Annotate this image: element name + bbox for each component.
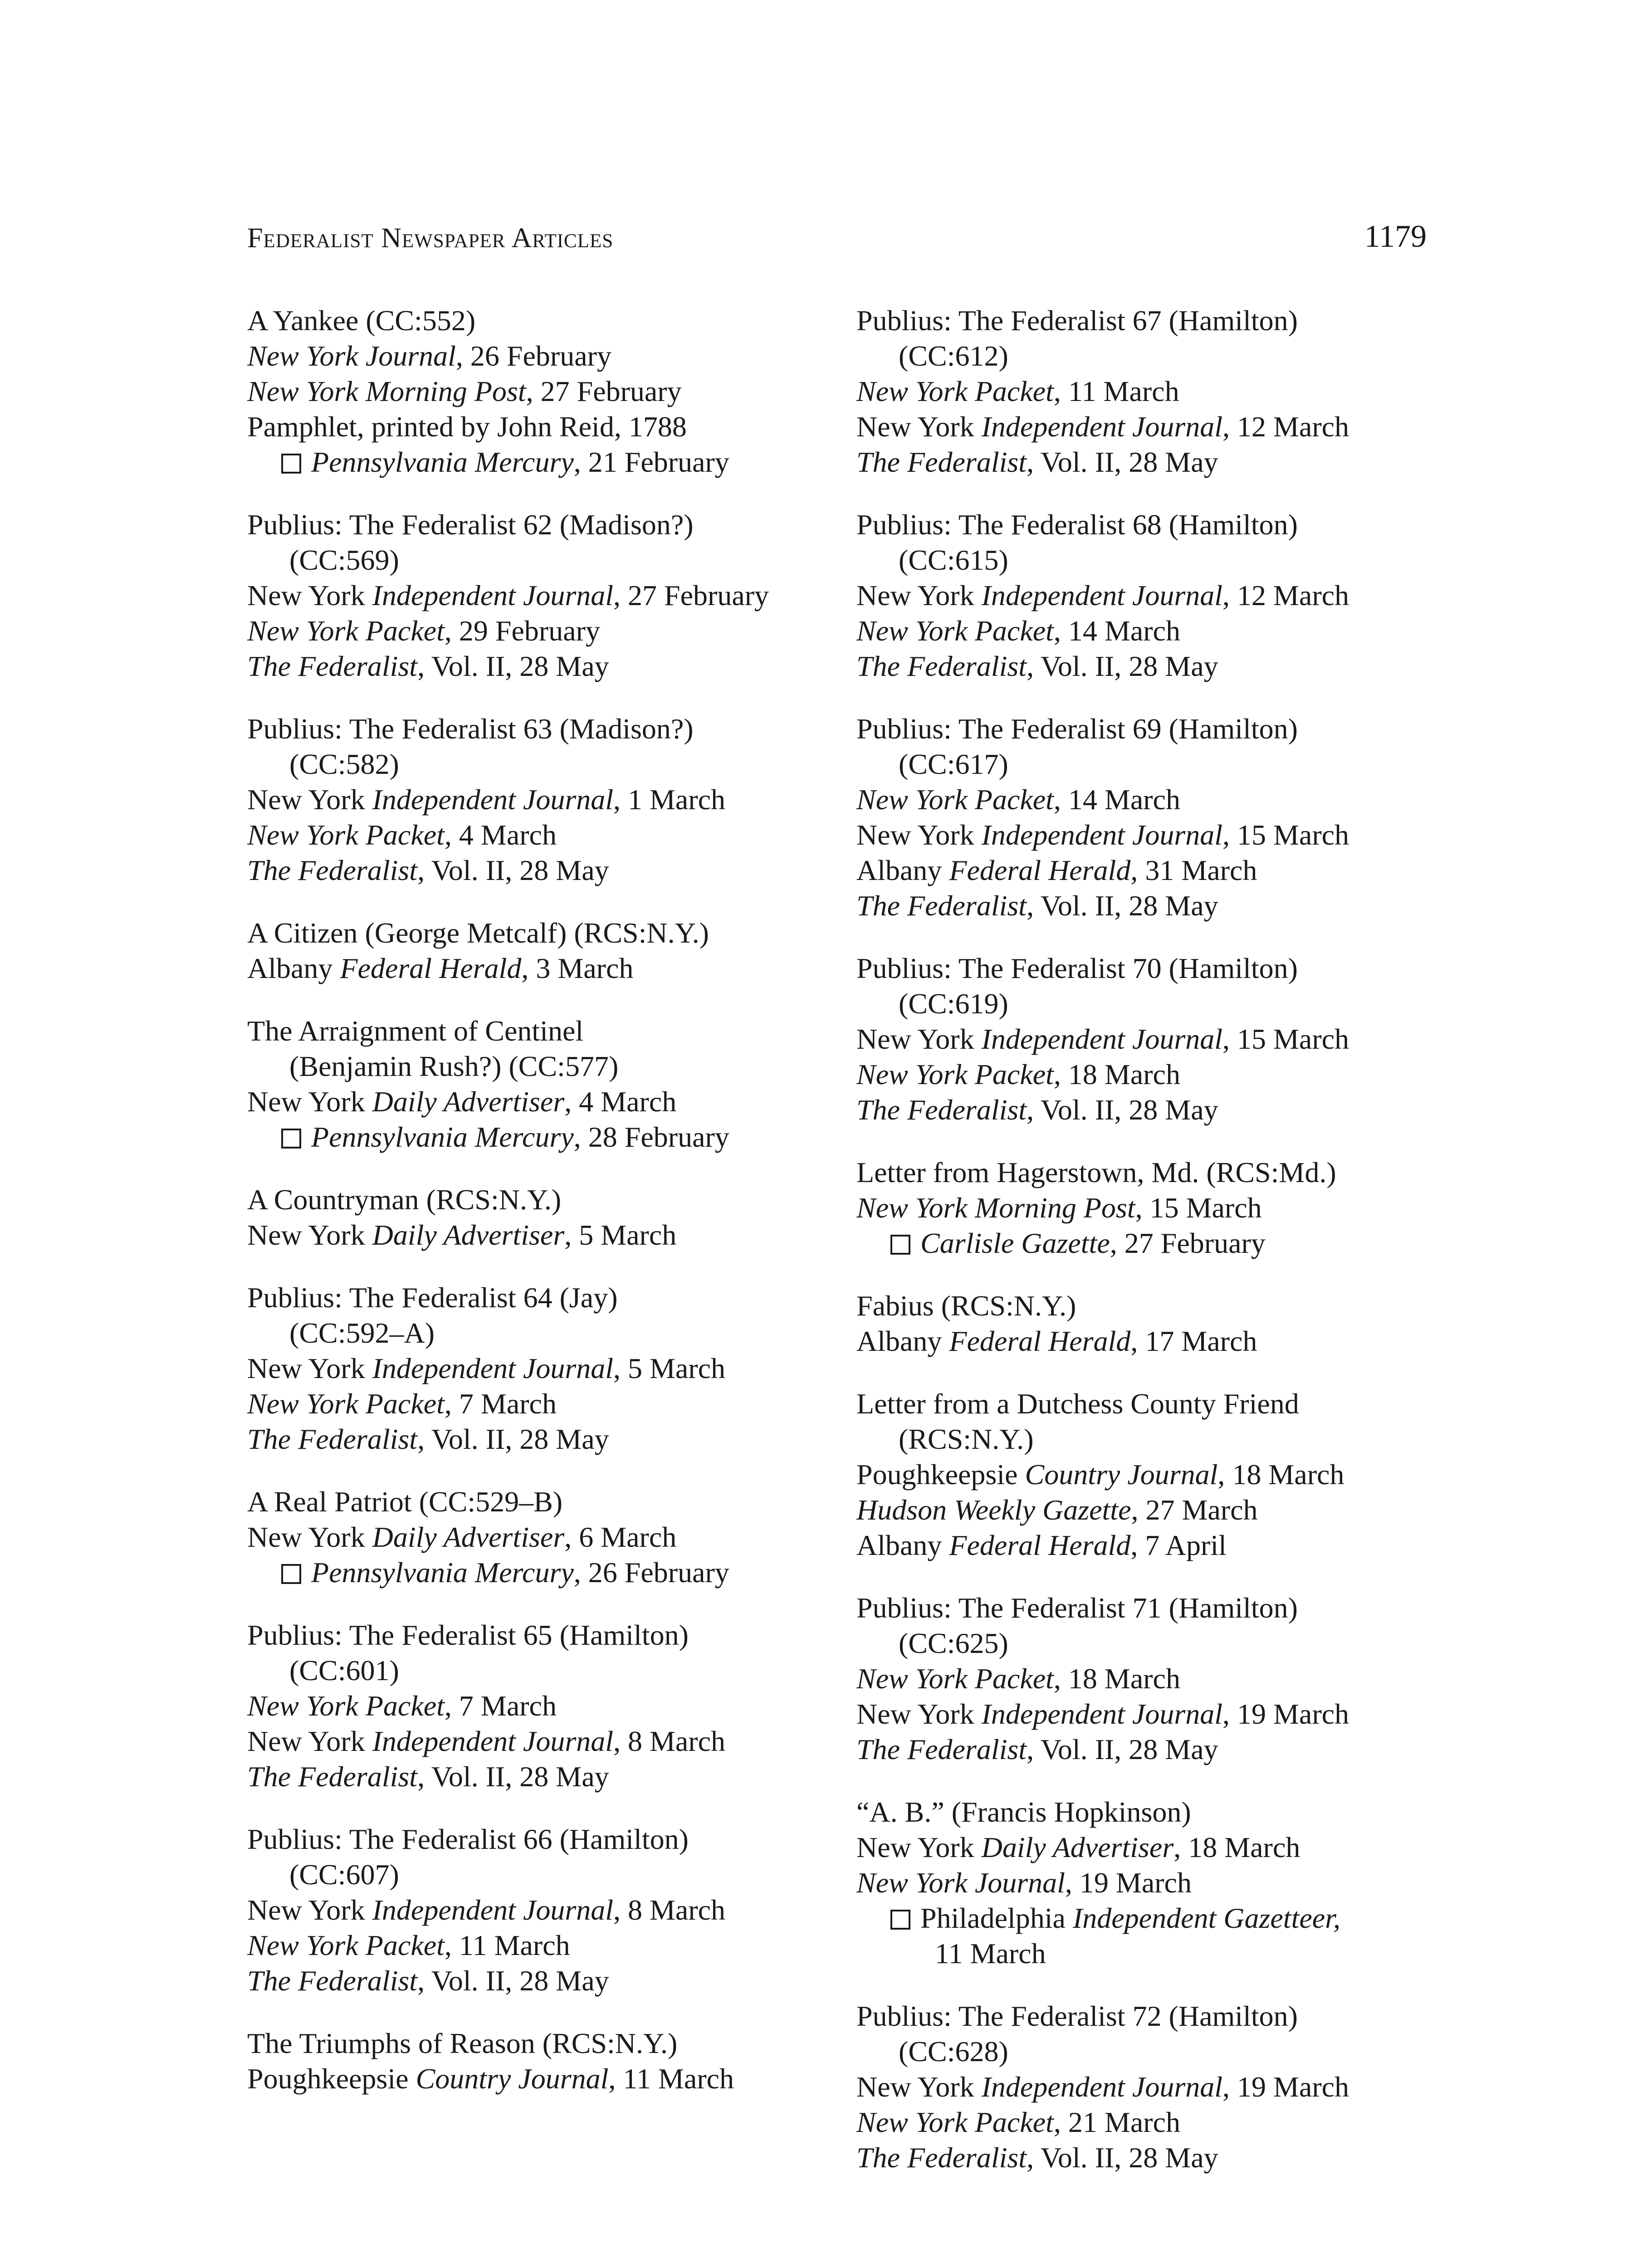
publication-title: New York Packet xyxy=(856,1662,1054,1695)
place-name: Albany xyxy=(856,1325,949,1357)
entry-heading: Publius: The Federalist 71 (Hamilton) xyxy=(856,1592,1298,1624)
publication-title: The Federalist xyxy=(247,854,418,886)
publication-date: , 14 March xyxy=(1053,615,1180,647)
publication-title: New York Packet xyxy=(247,1388,445,1420)
entry-heading: Publius: The Federalist 63 (Madison?) xyxy=(247,713,694,745)
reprint-box-icon xyxy=(281,454,301,474)
publication-title: New York Morning Post xyxy=(247,375,526,407)
publication-date: , 27 March xyxy=(1131,1494,1258,1526)
publication-date: , 21 March xyxy=(1053,2106,1180,2138)
publication-line xyxy=(247,1759,837,1794)
publication-line xyxy=(856,1696,1446,1732)
publication-title: The Federalist xyxy=(247,1423,418,1455)
publication-date: , Vol. II, 28 May xyxy=(417,1423,609,1455)
publication-line xyxy=(247,951,837,986)
publication-title: Independent Journal xyxy=(981,1698,1222,1730)
publication-line xyxy=(856,853,1446,888)
publication-date: , 12 March xyxy=(1222,411,1349,443)
publication-title: New York Packet xyxy=(856,1058,1054,1090)
publication-title: Independent Journal xyxy=(981,2071,1222,2103)
entry-heading: (CC:612) xyxy=(899,340,1008,372)
publication-line xyxy=(856,409,1446,445)
publication-date: , 18 March xyxy=(1173,1831,1301,1863)
entry xyxy=(856,303,1446,480)
publication-line xyxy=(247,1688,837,1724)
place-name: New York xyxy=(856,1698,982,1730)
publication-title: New York Packet xyxy=(856,615,1054,647)
publication-title: Independent Journal xyxy=(372,1725,613,1757)
publication-date: , 15 March xyxy=(1222,1023,1349,1055)
entry-heading: Publius: The Federalist 72 (Hamilton) xyxy=(856,2000,1298,2032)
publication-title: New York Packet xyxy=(856,783,1054,816)
entry-heading: A Yankee (CC:552) xyxy=(247,304,476,337)
entry xyxy=(856,1288,1446,1359)
place-name: New York xyxy=(247,1725,372,1757)
entry-heading: (CC:615) xyxy=(899,544,1008,576)
publication-date: , 27 February xyxy=(1110,1227,1266,1259)
place-name: New York xyxy=(247,1894,372,1926)
publication-line xyxy=(856,817,1446,853)
publication-line xyxy=(247,1351,837,1386)
publication-title: Country Journal xyxy=(416,2063,609,2095)
publication-title: Independent Journal xyxy=(981,411,1222,443)
entry xyxy=(247,507,837,684)
entry xyxy=(247,1484,837,1590)
publication-date: , Vol. II, 28 May xyxy=(417,1760,609,1793)
publication-line xyxy=(856,1324,1446,1359)
publication-line xyxy=(247,338,837,374)
entry-heading: Publius: The Federalist 62 (Madison?) xyxy=(247,508,694,541)
publication-date: , Vol. II, 28 May xyxy=(1027,650,1218,682)
entry-heading: Letter from Hagerstown, Md. (RCS:Md.) xyxy=(856,1156,1336,1188)
publication-date: , 29 February xyxy=(444,615,600,647)
entry-heading: (CC:625) xyxy=(899,1627,1008,1659)
publication-date: , 27 February xyxy=(526,375,682,407)
publication-line xyxy=(856,782,1446,817)
publication-date: , 21 February xyxy=(573,446,729,478)
place-name: New York xyxy=(247,783,372,816)
publication-line xyxy=(856,2105,1446,2140)
publication-date: , 19 March xyxy=(1222,1698,1349,1730)
entry xyxy=(247,303,837,480)
place-name: New York xyxy=(247,1521,372,1553)
entry xyxy=(247,1182,837,1253)
publication-line xyxy=(856,888,1446,924)
entry-heading: The Triumphs of Reason (RCS:N.Y.) xyxy=(247,2027,678,2059)
entry-heading: Publius: The Federalist 67 (Hamilton) xyxy=(856,304,1298,337)
publication-line xyxy=(856,2140,1446,2175)
publication-line xyxy=(247,1386,837,1422)
publication-line xyxy=(856,649,1446,684)
place-name: Albany xyxy=(856,1529,949,1561)
publication-title: New York Packet xyxy=(247,819,445,851)
publication-title: Independent Journal xyxy=(372,579,613,611)
publication-title: Pennsylvania Mercury xyxy=(311,446,574,478)
publication-date: , 5 March xyxy=(564,1219,677,1251)
publication-line xyxy=(247,374,837,409)
publication-date: , 15 March xyxy=(1135,1192,1262,1224)
publication-line xyxy=(247,613,837,649)
place-name: New York xyxy=(856,819,982,851)
publication-date: 11 March xyxy=(935,1937,1046,1970)
publication-line xyxy=(856,1830,1446,1865)
place-name: New York xyxy=(247,1219,372,1251)
publication-title: Independent Journal xyxy=(981,579,1222,611)
place-name: Albany xyxy=(247,952,340,984)
left-column xyxy=(247,303,837,2124)
publication-title: Federal Herald xyxy=(949,1325,1131,1357)
publication-line xyxy=(247,1724,837,1759)
place-name: New York xyxy=(247,1085,372,1118)
entry-heading: Publius: The Federalist 66 (Hamilton) xyxy=(247,1823,689,1855)
publication-line xyxy=(856,1057,1446,1092)
publication-date: , Vol. II, 28 May xyxy=(1027,890,1218,922)
publication-line xyxy=(247,1217,837,1253)
publication-date: , 3 March xyxy=(521,952,634,984)
publication-date: , 5 March xyxy=(613,1352,726,1384)
reprint-box-icon xyxy=(281,1564,301,1584)
publication-title: Independent Journal xyxy=(981,1023,1222,1055)
publication-line xyxy=(856,445,1446,480)
publication-title: Federal Herald xyxy=(949,1529,1131,1561)
place-name: New York xyxy=(247,1352,372,1384)
publication-line xyxy=(247,1084,837,1119)
publication-date: , Vol. II, 28 May xyxy=(1027,2141,1218,2174)
entry xyxy=(247,915,837,986)
publication-title: The Federalist xyxy=(247,650,418,682)
publication-title: Federal Herald xyxy=(949,854,1131,886)
publication-line xyxy=(247,445,837,480)
publication-line xyxy=(247,782,837,817)
entry xyxy=(247,711,837,888)
publication-line xyxy=(247,1928,837,1963)
publication-title: The Federalist xyxy=(856,650,1027,682)
publication-line xyxy=(856,578,1446,613)
publication-line xyxy=(856,2069,1446,2105)
place-name: New York xyxy=(856,579,982,611)
publication-date: , 8 March xyxy=(613,1894,726,1926)
publication-date: , 14 March xyxy=(1053,783,1180,816)
entry-heading: (CC:628) xyxy=(899,2035,1008,2068)
publication-date: , 4 March xyxy=(564,1085,677,1118)
place-name: New York xyxy=(247,579,372,611)
publication-title: New York Journal xyxy=(856,1867,1065,1899)
publication-line xyxy=(856,1661,1446,1696)
publication-line xyxy=(856,1492,1446,1528)
publication-title: Country Journal xyxy=(1025,1458,1218,1491)
publication-title: Daily Advertiser xyxy=(981,1831,1174,1863)
entry-heading: (CC:601) xyxy=(289,1654,399,1686)
right-column xyxy=(856,303,1446,2203)
publication-date: , 31 March xyxy=(1130,854,1257,886)
publication-date: , Vol. II, 28 May xyxy=(1027,1094,1218,1126)
entry-heading: Fabius (RCS:N.Y.) xyxy=(856,1290,1076,1322)
entry-heading: (CC:569) xyxy=(289,544,399,576)
entry-heading: The Arraignment of Centinel xyxy=(247,1015,584,1047)
publication-title: New York Packet xyxy=(856,2106,1054,2138)
publication-line xyxy=(856,374,1446,409)
publication-line xyxy=(247,1892,837,1928)
entry-heading: (RCS:N.Y.) xyxy=(899,1423,1034,1455)
publication-date: , 18 March xyxy=(1053,1662,1180,1695)
entry-heading: “A. B.” (Francis Hopkinson) xyxy=(856,1796,1191,1828)
entry-heading: Publius: The Federalist 69 (Hamilton) xyxy=(856,713,1298,745)
place-name: Albany xyxy=(856,854,949,886)
publication-date: , 28 February xyxy=(573,1121,729,1153)
publication-title: Independent Journal xyxy=(981,819,1222,851)
entry-heading: Letter from a Dutchess County Friend xyxy=(856,1388,1299,1420)
publication-date: , 26 February xyxy=(573,1556,729,1589)
publication-date: , Vol. II, 28 May xyxy=(417,1965,609,1997)
publication-date: , Vol. II, 28 May xyxy=(417,854,609,886)
publication-title: The Federalist xyxy=(247,1965,418,1997)
reprint-box-icon xyxy=(890,1235,910,1255)
publication-date: , 27 February xyxy=(613,579,769,611)
publication-line xyxy=(856,1732,1446,1767)
publication-line xyxy=(247,1520,837,1555)
entry-heading: (Benjamin Rush?) (CC:577) xyxy=(289,1050,619,1082)
place-name: Philadelphia xyxy=(920,1902,1073,1934)
publication-line xyxy=(856,1865,1446,1901)
publication-title: The Federalist xyxy=(856,446,1027,478)
publication-line xyxy=(247,409,837,445)
place-name: New York xyxy=(856,2071,982,2103)
publication-line xyxy=(247,1422,837,1457)
publication-date: , Vol. II, 28 May xyxy=(417,650,609,682)
publication-date: , 4 March xyxy=(444,819,557,851)
running-head xyxy=(247,219,1427,263)
entry-heading: (CC:582) xyxy=(289,748,399,780)
publication-line xyxy=(856,1092,1446,1128)
place-name: Poughkeepsie xyxy=(247,2063,416,2095)
publication-date: , 18 March xyxy=(1053,1058,1180,1090)
publication-date: , 6 March xyxy=(564,1521,677,1553)
publication-date: , 19 March xyxy=(1065,1867,1192,1899)
publication-line xyxy=(247,2061,837,2097)
publication-title: The Federalist xyxy=(856,1733,1027,1765)
entry xyxy=(856,1794,1446,1971)
publication-line xyxy=(247,1119,837,1155)
publication-title: New York Morning Post xyxy=(856,1192,1135,1224)
publication-date: , 7 April xyxy=(1130,1529,1227,1561)
entry xyxy=(856,711,1446,924)
publication-date: , 18 March xyxy=(1217,1458,1345,1491)
place-name: Pamphlet, printed by John Reid, 1788 xyxy=(247,411,687,443)
entry xyxy=(247,1822,837,1999)
publication-date: , 11 March xyxy=(1053,375,1179,407)
publication-title: New York Packet xyxy=(856,375,1054,407)
publication-title: New York Packet xyxy=(247,1690,445,1722)
publication-title: Independent Gazetteer, xyxy=(1072,1902,1340,1934)
publication-title: The Federalist xyxy=(856,890,1027,922)
entry-heading: (CC:617) xyxy=(899,748,1008,780)
entry-heading: (CC:607) xyxy=(289,1858,399,1891)
publication-line xyxy=(247,1555,837,1590)
entry-heading: Publius: The Federalist 65 (Hamilton) xyxy=(247,1619,689,1651)
publication-line xyxy=(856,1022,1446,1057)
publication-line xyxy=(856,1528,1446,1563)
publication-line xyxy=(247,649,837,684)
publication-title: Federal Herald xyxy=(340,952,522,984)
publication-date: , 1 March xyxy=(613,783,726,816)
publication-title: Carlisle Gazette xyxy=(920,1227,1110,1259)
publication-date: , 8 March xyxy=(613,1725,726,1757)
publication-line xyxy=(247,1963,837,1999)
entry xyxy=(856,1155,1446,1261)
publication-title: New York Packet xyxy=(247,1929,445,1961)
entry-heading: Publius: The Federalist 64 (Jay) xyxy=(247,1281,618,1314)
entry-heading: Publius: The Federalist 68 (Hamilton) xyxy=(856,508,1298,541)
publication-line xyxy=(856,1901,1446,1936)
publication-line xyxy=(856,1457,1446,1492)
publication-line xyxy=(856,1190,1446,1226)
running-head-title: Federalist Newspaper Articles xyxy=(247,223,614,254)
entry-heading: Publius: The Federalist 70 (Hamilton) xyxy=(856,952,1298,984)
page-number: 1179 xyxy=(1364,219,1427,254)
publication-title: New York Journal xyxy=(247,340,456,372)
publication-line xyxy=(856,613,1446,649)
publication-date: , 7 March xyxy=(444,1388,557,1420)
publication-date: , Vol. II, 28 May xyxy=(1027,1733,1218,1765)
entry-heading: A Real Patriot (CC:529–B) xyxy=(247,1486,563,1518)
publication-title: Daily Advertiser xyxy=(372,1219,565,1251)
entry xyxy=(856,1386,1446,1563)
entry xyxy=(247,1013,837,1155)
publication-title: New York Packet xyxy=(247,615,445,647)
publication-title: Pennsylvania Mercury xyxy=(311,1556,574,1589)
entry xyxy=(856,507,1446,684)
entry xyxy=(247,2026,837,2097)
publication-date: , 17 March xyxy=(1130,1325,1257,1357)
publication-title: The Federalist xyxy=(247,1760,418,1793)
entry-heading: A Countryman (RCS:N.Y.) xyxy=(247,1183,562,1216)
publication-title: Daily Advertiser xyxy=(372,1521,565,1553)
publication-date: , 12 March xyxy=(1222,579,1349,611)
place-name: Poughkeepsie xyxy=(856,1458,1025,1491)
publication-date: , 11 March xyxy=(444,1929,570,1961)
publication-date: , 11 March xyxy=(608,2063,734,2095)
publication-title: Hudson Weekly Gazette xyxy=(856,1494,1131,1526)
publication-date: , 7 March xyxy=(444,1690,557,1722)
publication-line xyxy=(247,853,837,888)
place-name: New York xyxy=(856,1023,982,1055)
place-name: New York xyxy=(856,1831,982,1863)
entry xyxy=(856,1999,1446,2175)
publication-title: Pennsylvania Mercury xyxy=(311,1121,574,1153)
publication-title: The Federalist xyxy=(856,1094,1027,1126)
publication-date: , 26 February xyxy=(455,340,611,372)
publication-date: , 15 March xyxy=(1222,819,1349,851)
reprint-box-icon xyxy=(890,1910,910,1930)
publication-title: Daily Advertiser xyxy=(372,1085,565,1118)
publication-title: The Federalist xyxy=(856,2141,1027,2174)
entry-heading: (CC:592–A) xyxy=(289,1317,435,1349)
publication-title: Independent Journal xyxy=(372,1352,613,1384)
entry xyxy=(856,1590,1446,1767)
publication-title: Independent Journal xyxy=(372,783,613,816)
place-name: New York xyxy=(856,411,982,443)
publication-title: Independent Journal xyxy=(372,1894,613,1926)
reprint-box-icon xyxy=(281,1129,301,1149)
entry xyxy=(247,1280,837,1457)
publication-line xyxy=(247,578,837,613)
publication-date: , Vol. II, 28 May xyxy=(1027,446,1218,478)
entry xyxy=(247,1618,837,1794)
publication-line xyxy=(247,817,837,853)
entry-heading: (CC:619) xyxy=(899,987,1008,1020)
entry xyxy=(856,951,1446,1128)
entry-heading: A Citizen (George Metcalf) (RCS:N.Y.) xyxy=(247,917,709,949)
publication-date: , 19 March xyxy=(1222,2071,1349,2103)
publication-line xyxy=(856,1226,1446,1261)
